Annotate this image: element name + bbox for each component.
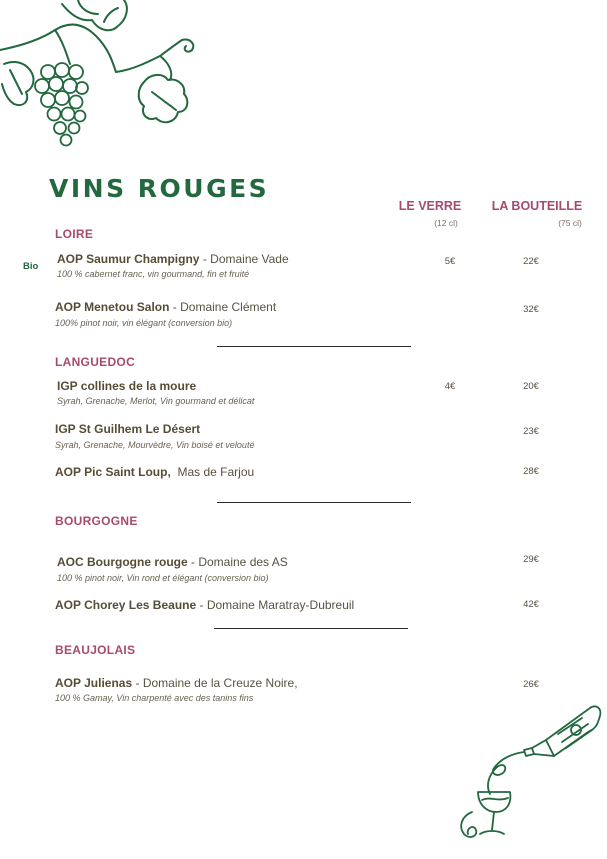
wine-description: 100 % Gamay, Vin charpenté avec des tanins fins bbox=[55, 693, 254, 703]
bio-badge: Bio bbox=[23, 261, 39, 272]
wine-producer: - Domaine Vade bbox=[199, 252, 289, 266]
bottle-price: 29€ bbox=[523, 554, 539, 565]
column-header-glass: LE VERRE bbox=[398, 199, 462, 213]
section-divider bbox=[217, 502, 411, 503]
wine-appellation: AOP Julienas bbox=[55, 676, 133, 690]
bottle-price: 22€ bbox=[523, 256, 539, 267]
wine-appellation: AOP Menetou Salon bbox=[55, 300, 170, 314]
menu-title: VINS ROUGES bbox=[49, 174, 270, 203]
wine-description: 100 % pinot noir, Vin rond et élégant (conversion bio) bbox=[57, 573, 269, 583]
bottle-price: 28€ bbox=[523, 466, 539, 477]
bottle-price: 42€ bbox=[523, 599, 539, 610]
wine-name bbox=[55, 676, 298, 690]
section-divider bbox=[217, 346, 411, 347]
region-heading: BEAUJOLAIS bbox=[55, 643, 136, 657]
wine-name bbox=[57, 555, 288, 569]
wine-name bbox=[55, 300, 276, 314]
wine-appellation: AOP Chorey Les Beaune bbox=[55, 598, 197, 612]
wine-name bbox=[55, 465, 254, 479]
region-heading: BOURGOGNE bbox=[55, 514, 138, 528]
wine-appellation: AOP Pic Saint Loup, bbox=[55, 465, 171, 479]
wine-producer: - Domaine de la Creuze Noire, bbox=[132, 676, 298, 690]
section-divider bbox=[214, 628, 408, 629]
wine-appellation: AOC Bourgogne rouge bbox=[57, 555, 188, 569]
bottle-price: 32€ bbox=[523, 304, 539, 315]
wine-producer: - Domaine des AS bbox=[187, 555, 288, 569]
wine-name bbox=[57, 379, 196, 393]
wine-description: 100 % cabernet franc, vin gourmand, fin et fruité bbox=[57, 269, 250, 279]
region-heading: LANGUEDOC bbox=[55, 355, 136, 369]
region-heading: LOIRE bbox=[55, 227, 94, 241]
wine-producer: - Domaine Clément bbox=[169, 300, 277, 314]
wine-description: 100% pinot noir, vin élégant (conversion bio) bbox=[55, 318, 233, 328]
wine-description: Syrah, Grenache, Mourvèdre, Vin boisé et velouté bbox=[55, 440, 255, 450]
column-header-bottle: LA BOUTEILLE bbox=[491, 199, 583, 213]
wine-name bbox=[57, 252, 289, 266]
wine-appellation: IGP collines de la moure bbox=[57, 379, 197, 393]
wine-bottle-glass-line-illustration bbox=[450, 700, 605, 850]
grape-vine-illustration bbox=[0, 0, 210, 160]
wine-appellation: AOP Saumur Champigny bbox=[57, 252, 200, 266]
wine-producer: - Domaine Maratray-Dubreuil bbox=[196, 598, 355, 612]
column-unit-bottle: (75 cl) bbox=[558, 218, 582, 228]
column-unit-glass: (12 cl) bbox=[434, 218, 458, 228]
wine-name bbox=[55, 422, 200, 436]
wine-appellation: IGP St Guilhem Le Désert bbox=[55, 422, 201, 436]
bottle-price: 26€ bbox=[523, 679, 539, 690]
bottle-price: 20€ bbox=[523, 381, 539, 392]
wine-name bbox=[55, 598, 354, 612]
wine-description: Syrah, Grenache, Merlot, Vin gourmand et délicat bbox=[57, 396, 255, 406]
bottle-price: 23€ bbox=[523, 426, 539, 437]
glass-price: 4€ bbox=[444, 381, 456, 392]
glass-price: 5€ bbox=[444, 256, 456, 267]
wine-producer: Mas de Farjou bbox=[170, 465, 255, 479]
